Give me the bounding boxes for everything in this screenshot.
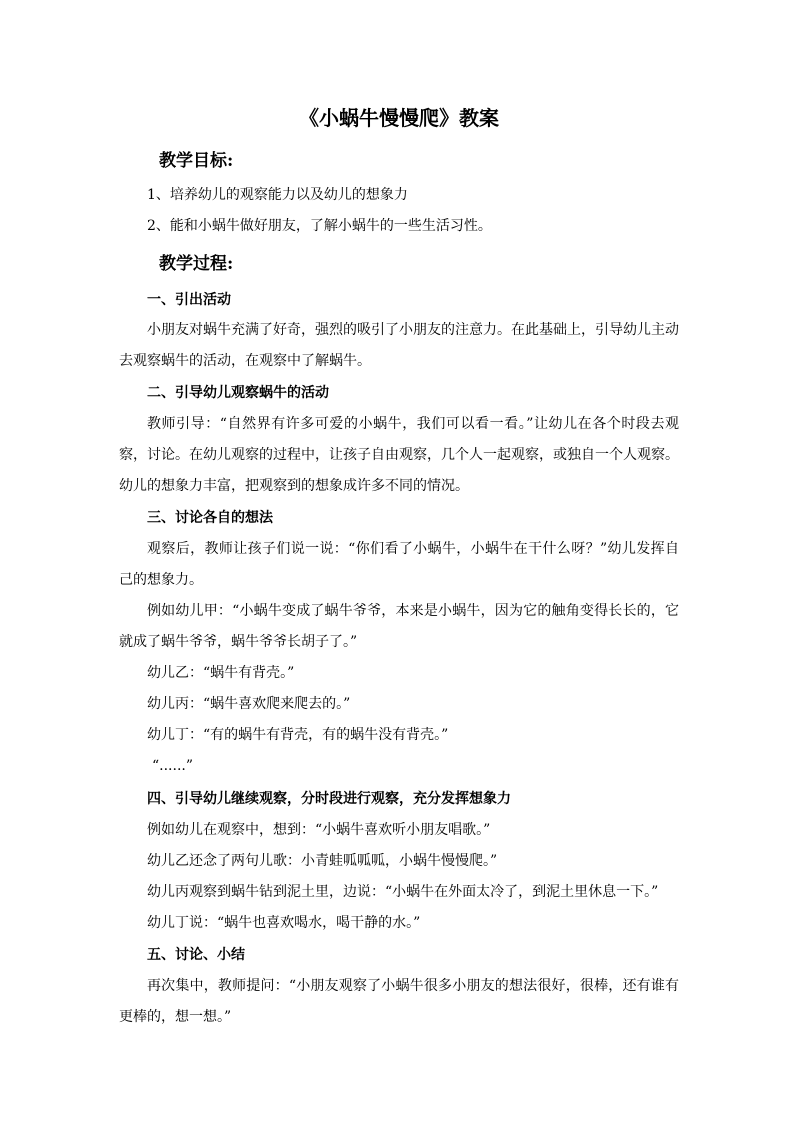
part4-line-4: 幼儿丁说：“蜗牛也喜欢喝水，喝干静的水。” [147,915,421,931]
part1-line-1: 小朋友对蜗牛充满了好奇，强烈的吸引了小朋友的注意力。在此基础上，引导幼儿主动 [147,322,679,338]
part4-line-1: 例如幼儿在观察中，想到：“小蜗牛喜欢听小朋友唱歌。” [147,822,491,838]
part3-line-6: 幼儿丙：“蜗牛喜欢爬来爬去的。” [147,696,351,712]
part3-line-1: 观察后，教师让孩子们说一说：“你们看了小蜗牛，小蜗牛在干什么呀？”幼儿发挥自 [147,541,679,557]
goal-item-1: 1、培养幼儿的观察能力以及幼儿的想象力 [147,187,408,203]
part2-line-3: 幼儿的想象力丰富，把观察到的想象成许多不同的情况。 [119,478,469,494]
page-title: 《小蜗牛慢慢爬》教案 [299,106,499,130]
part5-heading: 五、讨论、小结 [147,947,245,963]
part3-line-7: 幼儿丁：“有的蜗牛有背壳，有的蜗牛没有背壳。” [147,727,449,743]
goals-heading: 教学目标: [159,151,234,171]
part2-line-2: 察，讨论。在幼儿观察的过程中，让孩子自由观察，几个人一起观察，或独自一个人观察。 [119,447,679,463]
part3-line-5: 幼儿乙：“蜗牛有背壳。” [147,665,295,681]
part3-heading: 三、讨论各自的想法 [147,510,273,526]
part3-line-3: 例如幼儿甲：“小蜗牛变成了蜗牛爷爷，本来是小蜗牛，因为它的触角变得长长的，它 [147,603,679,619]
part3-line-4: 就成了蜗牛爷爷，蜗牛爷爷长胡子了。” [119,634,358,650]
process-heading: 教学过程: [159,254,234,274]
part4-heading: 四、引导幼儿继续观察，分时段进行观察，充分发挥想象力 [147,791,511,807]
part4-line-2: 幼儿乙还念了两句儿歌：小青蛙呱呱呱，小蜗牛慢慢爬。” [147,853,498,869]
part1-line-2: 去观察蜗牛的活动，在观察中了解蜗牛。 [119,353,371,369]
part3-line-2: 己的想象力。 [119,572,203,588]
part5-line-2: 更棒的，想一想。” [119,1009,232,1025]
part2-line-1: 教师引导：“自然界有许多可爱的小蜗牛，我们可以看一看。”让幼儿在各个时段去观 [147,416,679,432]
part3-line-8: “......” [152,758,194,774]
part5-line-1: 再次集中，教师提问：“小朋友观察了小蜗牛很多小朋友的想法很好，很棒，还有谁有 [147,978,679,994]
goal-item-2: 2、能和小蜗牛做好朋友，了解小蜗牛的一些生活习性。 [147,218,492,234]
part1-heading: 一、引出活动 [147,292,231,308]
part4-line-3: 幼儿丙观察到蜗牛钻到泥土里，边说：“小蜗牛在外面太冷了，到泥土里休息一下。” [147,884,659,900]
part2-heading: 二、引导幼儿观察蜗牛的活动 [147,385,329,401]
